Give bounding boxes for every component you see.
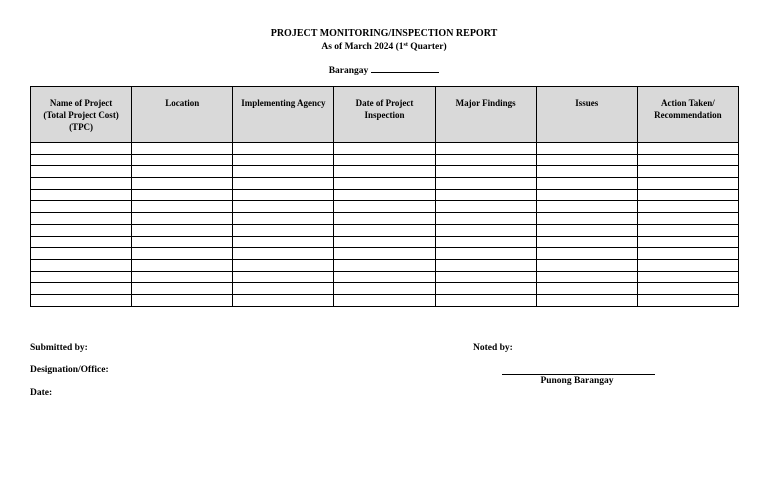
date-label: Date: bbox=[30, 388, 53, 398]
barangay-label: Barangay bbox=[328, 66, 369, 76]
table-cell[interactable] bbox=[233, 271, 334, 283]
col-date-of-inspection: Date of Project Inspection bbox=[334, 87, 435, 143]
table-cell[interactable] bbox=[435, 236, 536, 248]
table-cell[interactable] bbox=[31, 259, 132, 271]
table-cell[interactable] bbox=[334, 294, 435, 306]
table-row bbox=[31, 213, 739, 225]
table-cell[interactable] bbox=[31, 283, 132, 295]
table-row bbox=[31, 259, 739, 271]
report-title: PROJECT MONITORING/INSPECTION REPORT bbox=[270, 28, 498, 39]
table-cell[interactable] bbox=[233, 154, 334, 166]
table-cell[interactable] bbox=[637, 259, 738, 271]
table-cell[interactable] bbox=[31, 178, 132, 190]
signature-line bbox=[502, 374, 655, 375]
table-cell[interactable] bbox=[233, 224, 334, 236]
table-cell[interactable] bbox=[132, 224, 233, 236]
table-cell[interactable] bbox=[233, 283, 334, 295]
table-cell[interactable] bbox=[132, 201, 233, 213]
table-cell[interactable] bbox=[435, 259, 536, 271]
table-cell[interactable] bbox=[233, 236, 334, 248]
table-row bbox=[31, 189, 739, 201]
table-cell[interactable] bbox=[334, 154, 435, 166]
table-cell[interactable] bbox=[536, 213, 637, 225]
table-cell[interactable] bbox=[334, 166, 435, 178]
table-cell[interactable] bbox=[31, 213, 132, 225]
table-cell[interactable] bbox=[233, 189, 334, 201]
table-cell[interactable] bbox=[536, 271, 637, 283]
col-action-taken: Action Taken/ Recommendation bbox=[637, 87, 738, 143]
table-cell[interactable] bbox=[132, 283, 233, 295]
table-cell[interactable] bbox=[132, 294, 233, 306]
table-row bbox=[31, 178, 739, 190]
submitted-by-label: Submitted by: bbox=[30, 343, 88, 353]
table-cell[interactable] bbox=[132, 259, 233, 271]
table-cell[interactable] bbox=[334, 224, 435, 236]
table-cell[interactable] bbox=[435, 143, 536, 155]
table-cell[interactable] bbox=[233, 178, 334, 190]
table-cell[interactable] bbox=[31, 143, 132, 155]
report-period bbox=[0, 40, 768, 53]
table-cell[interactable] bbox=[536, 143, 637, 155]
table-row bbox=[31, 271, 739, 283]
table-cell[interactable] bbox=[435, 213, 536, 225]
table-row bbox=[31, 236, 739, 248]
table-cell[interactable] bbox=[637, 271, 738, 283]
table-row bbox=[31, 294, 739, 306]
table-cell[interactable] bbox=[31, 201, 132, 213]
period-text-end: Quarter) bbox=[407, 42, 447, 52]
table-cell[interactable] bbox=[233, 248, 334, 260]
table-cell[interactable] bbox=[435, 201, 536, 213]
table-cell[interactable] bbox=[31, 236, 132, 248]
table-cell[interactable] bbox=[334, 201, 435, 213]
table-cell[interactable] bbox=[31, 224, 132, 236]
table-cell[interactable] bbox=[132, 143, 233, 155]
table-cell[interactable] bbox=[334, 178, 435, 190]
table-cell[interactable] bbox=[132, 154, 233, 166]
table-cell[interactable] bbox=[233, 166, 334, 178]
table-cell[interactable] bbox=[334, 248, 435, 260]
table-cell[interactable] bbox=[334, 236, 435, 248]
table-cell[interactable] bbox=[637, 248, 738, 260]
col-issues: Issues bbox=[536, 87, 637, 143]
col-name-of-project: Name of Project (Total Project Cost) (TPC) bbox=[31, 87, 132, 143]
table-cell[interactable] bbox=[435, 154, 536, 166]
table-cell[interactable] bbox=[536, 236, 637, 248]
table-cell[interactable] bbox=[637, 224, 738, 236]
table-cell[interactable] bbox=[435, 189, 536, 201]
table-cell[interactable] bbox=[334, 271, 435, 283]
table-cell[interactable] bbox=[536, 283, 637, 295]
report-header bbox=[0, 28, 768, 53]
table-row bbox=[31, 154, 739, 166]
table-row bbox=[31, 201, 739, 213]
table-cell[interactable] bbox=[435, 166, 536, 178]
table-cell[interactable] bbox=[334, 283, 435, 295]
col-location: Location bbox=[132, 87, 233, 143]
table-cell[interactable] bbox=[132, 271, 233, 283]
table-cell[interactable] bbox=[637, 236, 738, 248]
table-row bbox=[31, 283, 739, 295]
table-cell[interactable] bbox=[31, 189, 132, 201]
table-cell[interactable] bbox=[435, 271, 536, 283]
table-cell[interactable] bbox=[435, 248, 536, 260]
table-row bbox=[31, 248, 739, 260]
table-cell[interactable] bbox=[233, 213, 334, 225]
table-cell[interactable] bbox=[435, 283, 536, 295]
table-cell[interactable] bbox=[233, 294, 334, 306]
table-cell[interactable] bbox=[132, 166, 233, 178]
table-cell[interactable] bbox=[637, 154, 738, 166]
period-superscript: st bbox=[403, 42, 408, 48]
table-cell[interactable] bbox=[334, 189, 435, 201]
table-cell[interactable] bbox=[536, 178, 637, 190]
table-cell[interactable] bbox=[536, 259, 637, 271]
table-cell[interactable] bbox=[31, 271, 132, 283]
table-cell[interactable] bbox=[536, 189, 637, 201]
table-cell[interactable] bbox=[435, 224, 536, 236]
table-cell[interactable] bbox=[233, 259, 334, 271]
table-cell[interactable] bbox=[31, 166, 132, 178]
table-cell[interactable] bbox=[536, 294, 637, 306]
table-cell[interactable] bbox=[637, 283, 738, 295]
table-cell[interactable] bbox=[334, 213, 435, 225]
table-cell[interactable] bbox=[536, 224, 637, 236]
table-cell[interactable] bbox=[31, 154, 132, 166]
table-cell[interactable] bbox=[132, 236, 233, 248]
table-cell[interactable] bbox=[536, 248, 637, 260]
table-cell[interactable] bbox=[637, 294, 738, 306]
signatory-name: Punong Barangay bbox=[540, 376, 614, 386]
table-cell[interactable] bbox=[637, 189, 738, 201]
table-cell[interactable] bbox=[536, 201, 637, 213]
table-cell[interactable] bbox=[334, 143, 435, 155]
table-cell[interactable] bbox=[233, 143, 334, 155]
table-cell[interactable] bbox=[435, 178, 536, 190]
table-cell[interactable] bbox=[132, 248, 233, 260]
table-body bbox=[31, 143, 739, 307]
barangay-line bbox=[0, 64, 768, 77]
table-cell[interactable] bbox=[637, 178, 738, 190]
table-cell[interactable] bbox=[132, 213, 233, 225]
table-cell[interactable] bbox=[536, 154, 637, 166]
table-row bbox=[31, 224, 739, 236]
report-table bbox=[30, 86, 739, 307]
table-cell[interactable] bbox=[637, 166, 738, 178]
table-row bbox=[31, 143, 739, 155]
noted-by-label: Noted by: bbox=[473, 343, 513, 353]
barangay-blank bbox=[371, 64, 439, 73]
table-cell[interactable] bbox=[637, 201, 738, 213]
table-cell[interactable] bbox=[31, 294, 132, 306]
period-text: As of March 2024 (1 bbox=[321, 42, 404, 52]
table-cell[interactable] bbox=[132, 189, 233, 201]
table-cell[interactable] bbox=[637, 143, 738, 155]
table-cell[interactable] bbox=[233, 201, 334, 213]
col-major-findings: Major Findings bbox=[435, 87, 536, 143]
table-cell[interactable] bbox=[435, 294, 536, 306]
table-header-row bbox=[31, 87, 739, 143]
table-cell[interactable] bbox=[31, 248, 132, 260]
designation-label: Designation/Office: bbox=[30, 365, 109, 375]
table-row bbox=[31, 166, 739, 178]
table-cell[interactable] bbox=[637, 213, 738, 225]
table-cell[interactable] bbox=[132, 178, 233, 190]
table-cell[interactable] bbox=[536, 166, 637, 178]
col-implementing-agency: Implementing Agency bbox=[233, 87, 334, 143]
table-cell[interactable] bbox=[334, 259, 435, 271]
